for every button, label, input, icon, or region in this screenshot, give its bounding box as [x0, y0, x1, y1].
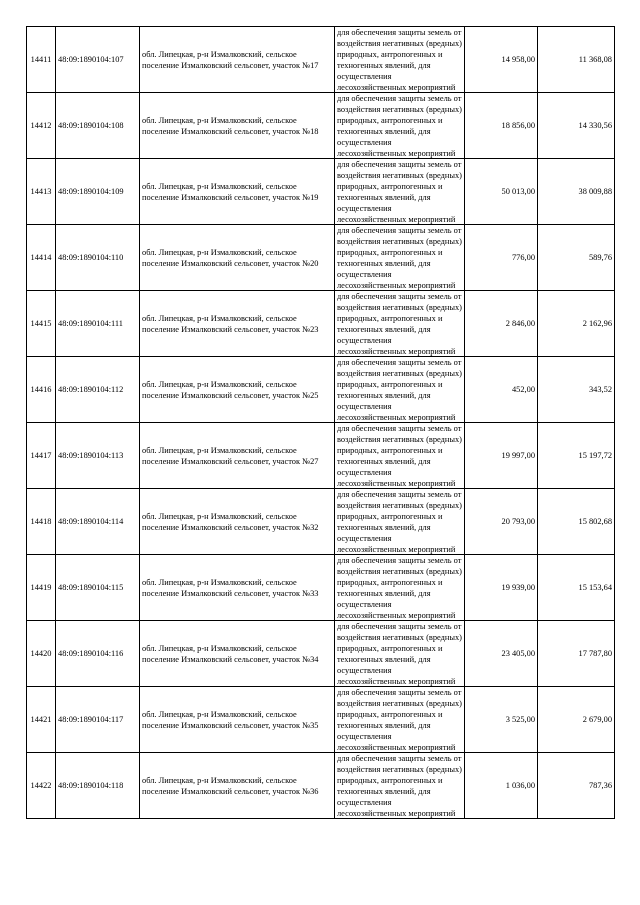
- table-row: [27, 357, 615, 423]
- purpose-text: для обеспечения защиты земель от воздействия негативных (вредных) природных, антропогенных и техногенных явлений, для осуществления лесохозяйственных мероприятий: [337, 688, 462, 752]
- area-cell: 1 036,00: [465, 753, 538, 819]
- area-cell: 18 856,00: [465, 93, 538, 159]
- row-number: 14420: [27, 621, 56, 687]
- table-row: [27, 93, 615, 159]
- table-row: [27, 27, 615, 93]
- purpose-text: для обеспечения защиты земель от воздействия негативных (вредных) природных, антропогенных и техногенных явлений, для осуществления лесохозяйственных мероприятий: [337, 292, 462, 356]
- address-cell: обл. Липецкая, р-н Измалковский, сельское поселение Измалковский сельсовет, участок №23: [140, 291, 335, 357]
- purpose-cell: [335, 687, 465, 753]
- area-cell: 19 997,00: [465, 423, 538, 489]
- cadastral-number: 48:09:1890104:114: [56, 489, 140, 555]
- area-cell: 50 013,00: [465, 159, 538, 225]
- table-row: [27, 159, 615, 225]
- purpose-text: для обеспечения защиты земель от воздействия негативных (вредных) природных, антропогенных и техногенных явлений, для осуществления лесохозяйственных мероприятий: [337, 226, 462, 290]
- row-number: 14411: [27, 27, 56, 93]
- row-number: 14417: [27, 423, 56, 489]
- address-cell: обл. Липецкая, р-н Измалковский, сельское поселение Измалковский сельсовет, участок №32: [140, 489, 335, 555]
- table-row: [27, 291, 615, 357]
- purpose-cell: [335, 159, 465, 225]
- row-number: 14421: [27, 687, 56, 753]
- area-cell: 776,00: [465, 225, 538, 291]
- row-number: 14413: [27, 159, 56, 225]
- purpose-cell: [335, 753, 465, 819]
- value-cell: 14 330,56: [538, 93, 615, 159]
- address-cell: обл. Липецкая, р-н Измалковский, сельское поселение Измалковский сельсовет, участок №27: [140, 423, 335, 489]
- purpose-text: для обеспечения защиты земель от воздействия негативных (вредных) природных, антропогенных и техногенных явлений, для осуществления лесохозяйственных мероприятий: [337, 358, 462, 422]
- area-cell: 23 405,00: [465, 621, 538, 687]
- purpose-text: для обеспечения защиты земель от воздействия негативных (вредных) природных, антропогенных и техногенных явлений, для осуществления лесохозяйственных мероприятий: [337, 754, 462, 818]
- purpose-text: для обеспечения защиты земель от воздействия негативных (вредных) природных, антропогенных и техногенных явлений, для осуществления лесохозяйственных мероприятий: [337, 556, 462, 620]
- value-cell: 15 197,72: [538, 423, 615, 489]
- area-cell: 3 525,00: [465, 687, 538, 753]
- table-row: [27, 489, 615, 555]
- table-row: [27, 423, 615, 489]
- purpose-text: для обеспечения защиты земель от воздействия негативных (вредных) природных, антропогенных и техногенных явлений, для осуществления лесохозяйственных мероприятий: [337, 160, 462, 224]
- purpose-text: для обеспечения защиты земель от воздействия негативных (вредных) природных, антропогенных и техногенных явлений, для осуществления лесохозяйственных мероприятий: [337, 28, 462, 92]
- cadastral-number: 48:09:1890104:118: [56, 753, 140, 819]
- address-cell: обл. Липецкая, р-н Измалковский, сельское поселение Измалковский сельсовет, участок №33: [140, 555, 335, 621]
- value-cell: 38 009,88: [538, 159, 615, 225]
- cadastral-number: 48:09:1890104:112: [56, 357, 140, 423]
- table-row: [27, 621, 615, 687]
- purpose-cell: [335, 357, 465, 423]
- table-row: [27, 753, 615, 819]
- cadastral-number: 48:09:1890104:115: [56, 555, 140, 621]
- cadastral-number: 48:09:1890104:117: [56, 687, 140, 753]
- area-cell: 2 846,00: [465, 291, 538, 357]
- value-cell: 11 368,08: [538, 27, 615, 93]
- value-cell: 17 787,80: [538, 621, 615, 687]
- purpose-cell: [335, 93, 465, 159]
- row-number: 14414: [27, 225, 56, 291]
- row-number: 14412: [27, 93, 56, 159]
- purpose-cell: [335, 27, 465, 93]
- value-cell: 343,52: [538, 357, 615, 423]
- value-cell: 15 802,68: [538, 489, 615, 555]
- purpose-text: для обеспечения защиты земель от воздействия негативных (вредных) природных, антропогенных и техногенных явлений, для осуществления лесохозяйственных мероприятий: [337, 94, 462, 158]
- table-row: [27, 687, 615, 753]
- address-cell: обл. Липецкая, р-н Измалковский, сельское поселение Измалковский сельсовет, участок №19: [140, 159, 335, 225]
- area-cell: 14 958,00: [465, 27, 538, 93]
- row-number: 14418: [27, 489, 56, 555]
- value-cell: 2 679,00: [538, 687, 615, 753]
- row-number: 14415: [27, 291, 56, 357]
- cadastral-number: 48:09:1890104:109: [56, 159, 140, 225]
- value-cell: 787,36: [538, 753, 615, 819]
- purpose-cell: [335, 555, 465, 621]
- land-registry-table: [26, 26, 615, 819]
- cadastral-number: 48:09:1890104:116: [56, 621, 140, 687]
- area-cell: 19 939,00: [465, 555, 538, 621]
- address-cell: обл. Липецкая, р-н Измалковский, сельское поселение Измалковский сельсовет, участок №34: [140, 621, 335, 687]
- purpose-text: для обеспечения защиты земель от воздействия негативных (вредных) природных, антропогенных и техногенных явлений, для осуществления лесохозяйственных мероприятий: [337, 490, 462, 554]
- cadastral-number: 48:09:1890104:113: [56, 423, 140, 489]
- purpose-cell: [335, 621, 465, 687]
- purpose-cell: [335, 291, 465, 357]
- purpose-cell: [335, 489, 465, 555]
- table-body: [27, 27, 615, 819]
- cadastral-number: 48:09:1890104:107: [56, 27, 140, 93]
- table-row: [27, 555, 615, 621]
- row-number: 14416: [27, 357, 56, 423]
- address-cell: обл. Липецкая, р-н Измалковский, сельское поселение Измалковский сельсовет, участок №36: [140, 753, 335, 819]
- address-cell: обл. Липецкая, р-н Измалковский, сельское поселение Измалковский сельсовет, участок №35: [140, 687, 335, 753]
- address-cell: обл. Липецкая, р-н Измалковский, сельское поселение Измалковский сельсовет, участок №17: [140, 27, 335, 93]
- row-number: 14422: [27, 753, 56, 819]
- address-cell: обл. Липецкая, р-н Измалковский, сельское поселение Измалковский сельсовет, участок №25: [140, 357, 335, 423]
- purpose-cell: [335, 225, 465, 291]
- row-number: 14419: [27, 555, 56, 621]
- purpose-cell: [335, 423, 465, 489]
- address-cell: обл. Липецкая, р-н Измалковский, сельское поселение Измалковский сельсовет, участок №20: [140, 225, 335, 291]
- value-cell: 589,76: [538, 225, 615, 291]
- cadastral-number: 48:09:1890104:110: [56, 225, 140, 291]
- address-cell: обл. Липецкая, р-н Измалковский, сельское поселение Измалковский сельсовет, участок №18: [140, 93, 335, 159]
- purpose-text: для обеспечения защиты земель от воздействия негативных (вредных) природных, антропогенных и техногенных явлений, для осуществления лесохозяйственных мероприятий: [337, 424, 462, 488]
- value-cell: 15 153,64: [538, 555, 615, 621]
- cadastral-number: 48:09:1890104:111: [56, 291, 140, 357]
- cadastral-number: 48:09:1890104:108: [56, 93, 140, 159]
- table-row: [27, 225, 615, 291]
- value-cell: 2 162,96: [538, 291, 615, 357]
- area-cell: 20 793,00: [465, 489, 538, 555]
- area-cell: 452,00: [465, 357, 538, 423]
- purpose-text: для обеспечения защиты земель от воздействия негативных (вредных) природных, антропогенных и техногенных явлений, для осуществления лесохозяйственных мероприятий: [337, 622, 462, 686]
